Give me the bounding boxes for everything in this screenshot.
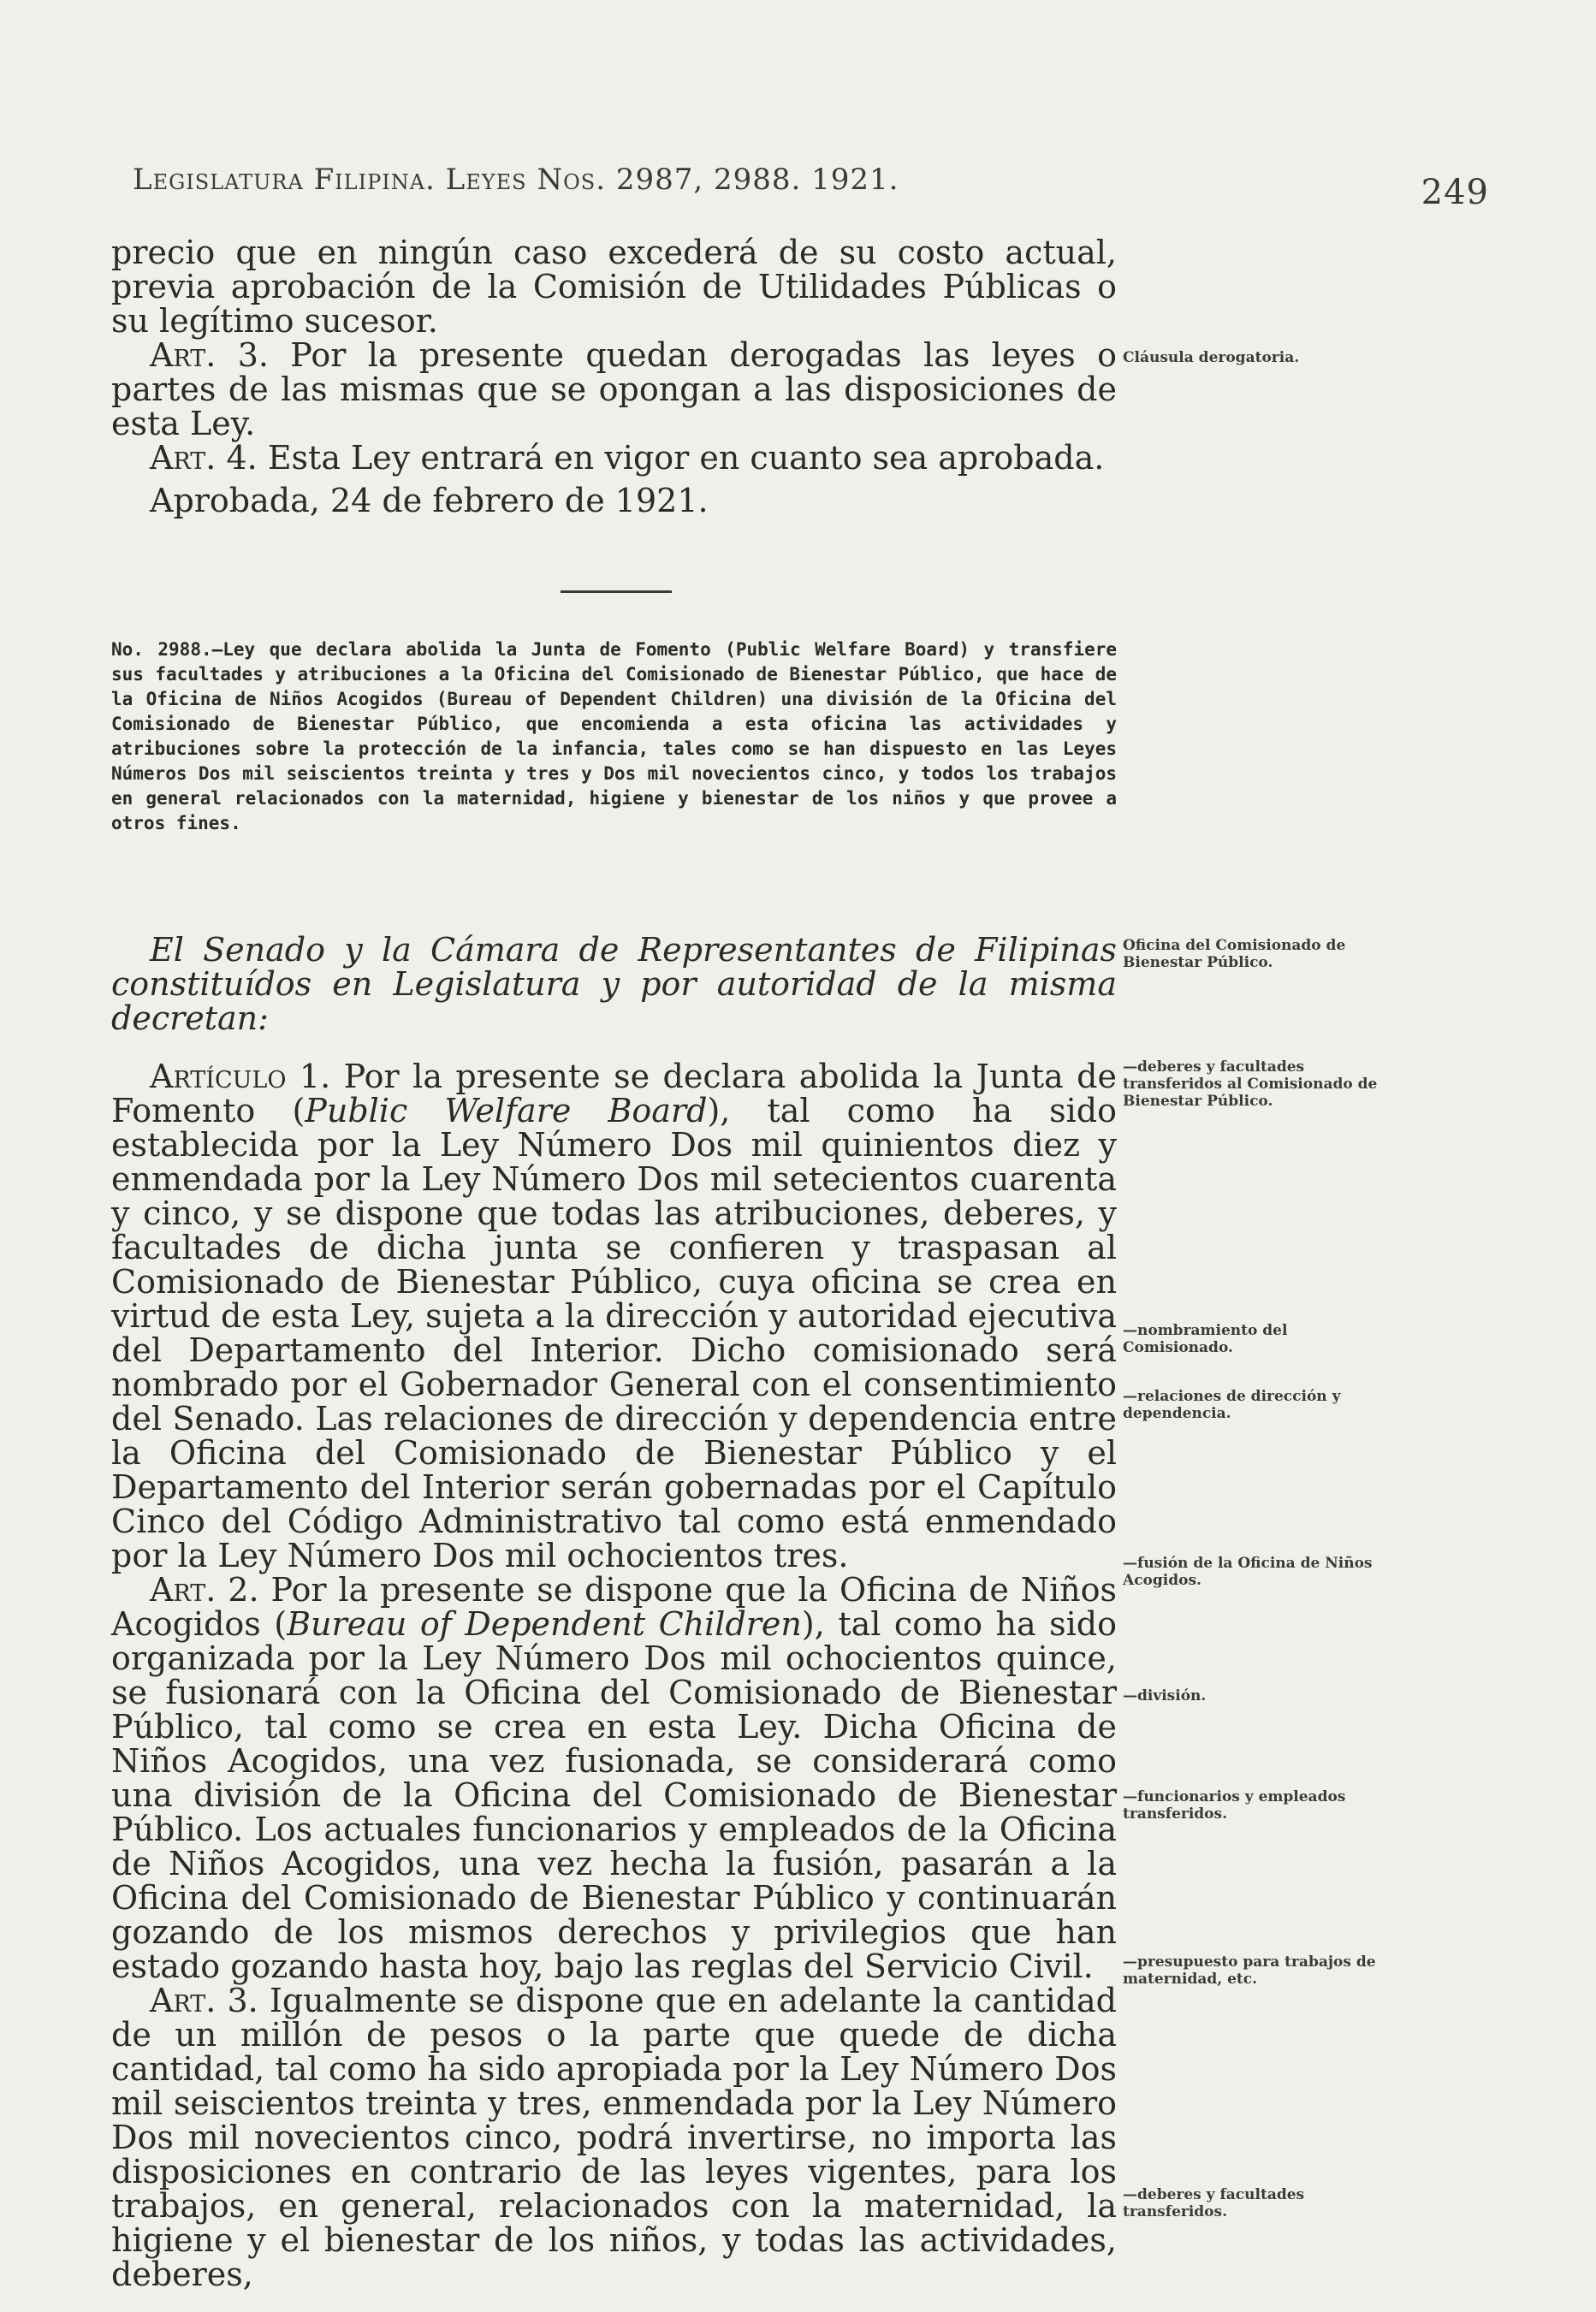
approval-date: Aprobada, 24 de febrero de 1921. bbox=[150, 482, 709, 519]
paragraph-art3 bbox=[111, 1983, 1117, 2291]
previous-law-end bbox=[111, 235, 1117, 518]
paragraph-art1 bbox=[111, 1059, 1117, 1573]
article-text: ), tal como ha sido organizada por la Ley Número Dos mil ochocientos quince, se fusionará con la Oficina del Comisionado de Bienestar Público, tal como se crea en esta Ley. Dicha Oficina de Niños Acogidos, una vez fusionada, se considerará como una división de la Oficina del Comisionado de Bienestar Público. Los actuales funcionarios y empleados de la Oficina de Niños Acogidos, una vez hecha la fusión, pasarán a la Oficina del Comisionado de Bienestar Público y continuarán gozando de los mismos derechos y privilegios que han estado gozando hasta hoy, bajo las reglas del Servicio Civil. bbox=[111, 1605, 1117, 1985]
margin-note-nombramiento: —nombramiento del Comisionado. bbox=[1123, 1322, 1288, 1356]
article-text: ), tal como ha sido establecida por la Ley Número Dos mil quinientos diez y enmendada por la Ley Número Dos mil setecientos cuarenta y cinco, y se dispone que todas las atribuciones, deberes, y facultades de dicha junta se confieren y traspasan al Comisionado de Bienestar Público, cuya oficina se crea en virtud de esta Ley, sujeta a la dirección y autoridad ejecutiva del Departamento del Interior. Dicho comisionado será nombrado por el Gobernador General con el consentimiento del Senado. Las relaciones de dirección y dependencia entre la Oficina del Comisionado de Bienestar Público y el Departamento del Interior serán gobernadas por el Capítulo Cinco del Código Administrativo tal como está enmendado por la Ley Número Dos mil ochocientos tres. bbox=[111, 1092, 1118, 1574]
article-label: Art. 2. bbox=[150, 1571, 259, 1609]
margin-note-deberes: —deberes y facultades transferidos al Comisionado de Bienestar Público. bbox=[1123, 1058, 1378, 1110]
margin-note-fusion: —fusión de la Oficina de Niños Acogidos. bbox=[1123, 1555, 1373, 1589]
article-label: Art. 3. bbox=[150, 1982, 258, 2019]
margin-note-presupuesto: —presupuesto para trabajos de maternidad, etc. bbox=[1123, 1953, 1376, 1988]
margin-note-relaciones: —relaciones de dirección y dependencia. bbox=[1123, 1388, 1341, 1422]
article-text: Esta Ley entrará en vigor en cuanto sea aprobada. bbox=[257, 439, 1105, 477]
article-label: Artículo 1. bbox=[150, 1058, 331, 1095]
law-number: No. 2988. bbox=[111, 639, 212, 660]
margin-note-funcionarios: —funcionarios y empleados transferidos. bbox=[1123, 1788, 1346, 1823]
margin-note-derogatoria: Cláusula derogatoria. bbox=[1123, 349, 1300, 366]
paragraph-art2 bbox=[111, 1573, 1117, 1983]
margin-note-oficina: Oficina del Comisionado de Bienestar Público. bbox=[1123, 937, 1346, 971]
section-divider bbox=[561, 590, 672, 593]
article-text: Por la presente se dispone que la Oficina de Niños Acogidos ( bbox=[111, 1571, 1117, 1643]
article-italic: Public Welfare Board bbox=[305, 1092, 708, 1129]
paragraph-art4-prev bbox=[111, 441, 1117, 475]
running-header bbox=[133, 163, 1489, 212]
article-italic: Bureau of Dependent Children bbox=[287, 1605, 802, 1643]
article-text: Igualmente se dispone que en adelante la cantidad de un millón de pesos o la parte que quede de dicha cantidad, tal como ha sido apropiada por la Ley Número Dos mil seiscientos treinta y tres, enmendada por la Ley Número Dos mil novecientos cinco, podrá invertirse, no importa las disposiciones en contrario de las leyes vigentes, para los trabajos, en general, relacionados con la maternidad, la higiene y el bienestar de los niños, y todas las actividades, deberes, bbox=[111, 1982, 1117, 2293]
article-text: Por la presente se declara abolida la Junta de Fomento ( bbox=[111, 1058, 1117, 1129]
margin-note-division: —división. bbox=[1123, 1687, 1207, 1704]
header-title: Legislatura Filipina. Leyes Nos. 2987, 2988. 1921. bbox=[133, 163, 899, 197]
new-law-body bbox=[111, 933, 1117, 2291]
law-summary bbox=[111, 637, 1117, 836]
article-text: Por la presente quedan derogadas las leyes o partes de las mismas que se opongan a las disposiciones de esta Ley. bbox=[111, 336, 1117, 442]
margin-note-deberes2: —deberes y facultades transferidos. bbox=[1123, 2186, 1305, 2220]
article-label: Art. 3. bbox=[150, 336, 269, 374]
law-summary-text: —Ley que declara abolida la Junta de Fomento (Public Welfare Board) y transfiere sus facultades y atribuciones a la Oficina del Comisionado de Bienestar Público, que hace de la Oficina de Niños Acogidos (Bureau of Dependent Children) una división de la Oficina del Comisionado de Bienestar Público, que encomienda a esta oficina las actividades y atribuciones sobre la protección de la infancia, tales como se han dispuesto en las Leyes Números Dos mil seiscientos treinta y tres y Dos mil novecientos cinco, y todos los trabajos en general relacionados con la maternidad, higiene y bienestar de los niños y que provee a otros fines. bbox=[111, 639, 1117, 833]
paragraph-art3-prev bbox=[111, 338, 1117, 441]
article-label: Art. 4. bbox=[150, 439, 258, 477]
paragraph-precio: precio que en ningún caso excederá de su costo actual, previa aprobación de la Comisión de Utilidades Públicas o su legítimo sucesor. bbox=[111, 234, 1117, 340]
page-number: 249 bbox=[1421, 173, 1489, 212]
enacting-clause: El Senado y la Cámara de Representantes de Filipinas constituídos en Legislatura y por autoridad de la misma decretan: bbox=[111, 931, 1117, 1037]
